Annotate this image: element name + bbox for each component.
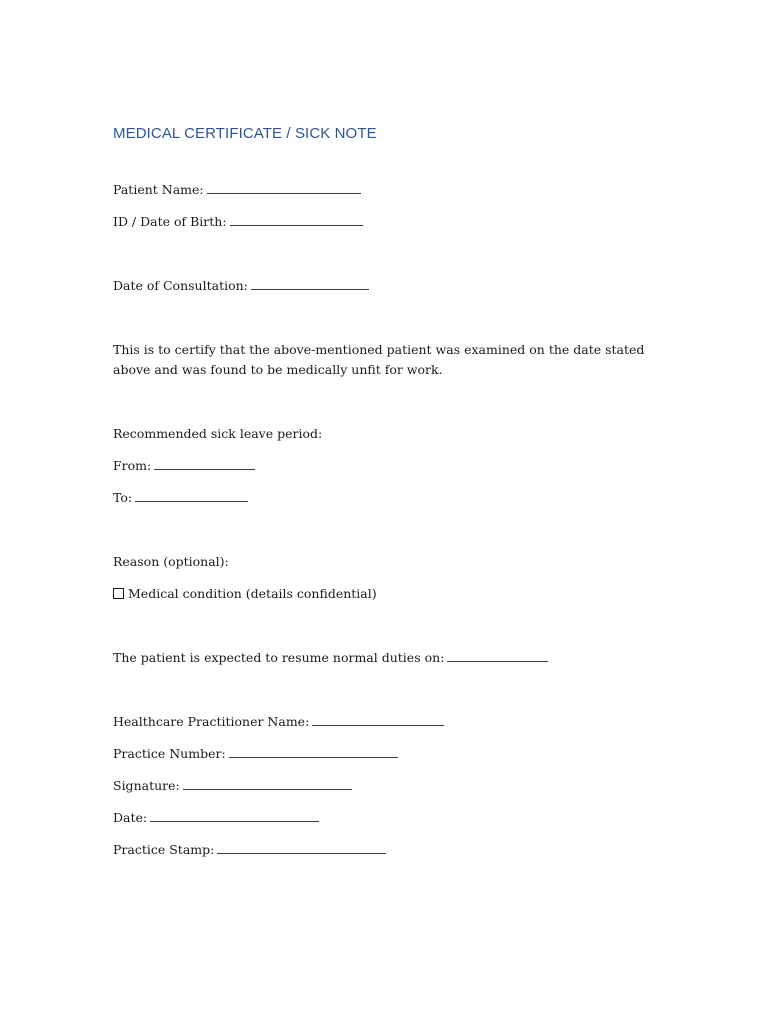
checkbox-icon[interactable]	[113, 588, 124, 599]
from-label: From:	[113, 458, 152, 473]
patient-name-field[interactable]	[207, 180, 361, 194]
consultation-date-field[interactable]	[251, 276, 369, 290]
consultation-date-label: Date of Consultation:	[113, 278, 248, 293]
sick-leave-label: Recommended sick leave period:	[113, 426, 323, 441]
to-field[interactable]	[135, 488, 248, 502]
consultation-date-row	[113, 276, 369, 296]
reason-option-row	[113, 584, 377, 604]
date-label: Date:	[113, 810, 148, 825]
stamp-label: Practice Stamp:	[113, 842, 215, 857]
patient-name-row	[113, 180, 361, 200]
from-field[interactable]	[154, 456, 255, 470]
id-dob-field[interactable]	[230, 212, 363, 226]
practitioner-row	[113, 712, 444, 732]
practitioner-field[interactable]	[312, 712, 444, 726]
page-title: MEDICAL CERTIFICATE / SICK NOTE	[113, 125, 377, 142]
id-dob-row	[113, 212, 363, 232]
date-row	[113, 808, 319, 828]
from-row	[113, 456, 255, 476]
to-label: To:	[113, 490, 133, 505]
reason-label: Reason (optional):	[113, 554, 229, 569]
signature-field[interactable]	[183, 776, 352, 790]
to-row	[113, 488, 248, 508]
stamp-row	[113, 840, 386, 860]
patient-name-label: Patient Name:	[113, 182, 204, 197]
reason-option-label: Medical condition (details confidential)	[128, 586, 377, 601]
signature-label: Signature:	[113, 778, 180, 793]
stamp-field[interactable]	[217, 840, 386, 854]
resume-date-field[interactable]	[447, 648, 548, 662]
practitioner-label: Healthcare Practitioner Name:	[113, 714, 310, 729]
practice-number-field[interactable]	[229, 744, 398, 758]
signature-row	[113, 776, 352, 796]
date-field[interactable]	[150, 808, 319, 822]
practice-number-row	[113, 744, 398, 764]
id-dob-label: ID / Date of Birth:	[113, 214, 227, 229]
practice-number-label: Practice Number:	[113, 746, 226, 761]
resume-label: The patient is expected to resume normal duties on:	[113, 650, 445, 665]
resume-row	[113, 648, 548, 668]
certify-paragraph: This is to certify that the above-mentioned patient was examined on the date stated above and was found to be medically unfit for work.	[113, 342, 645, 377]
